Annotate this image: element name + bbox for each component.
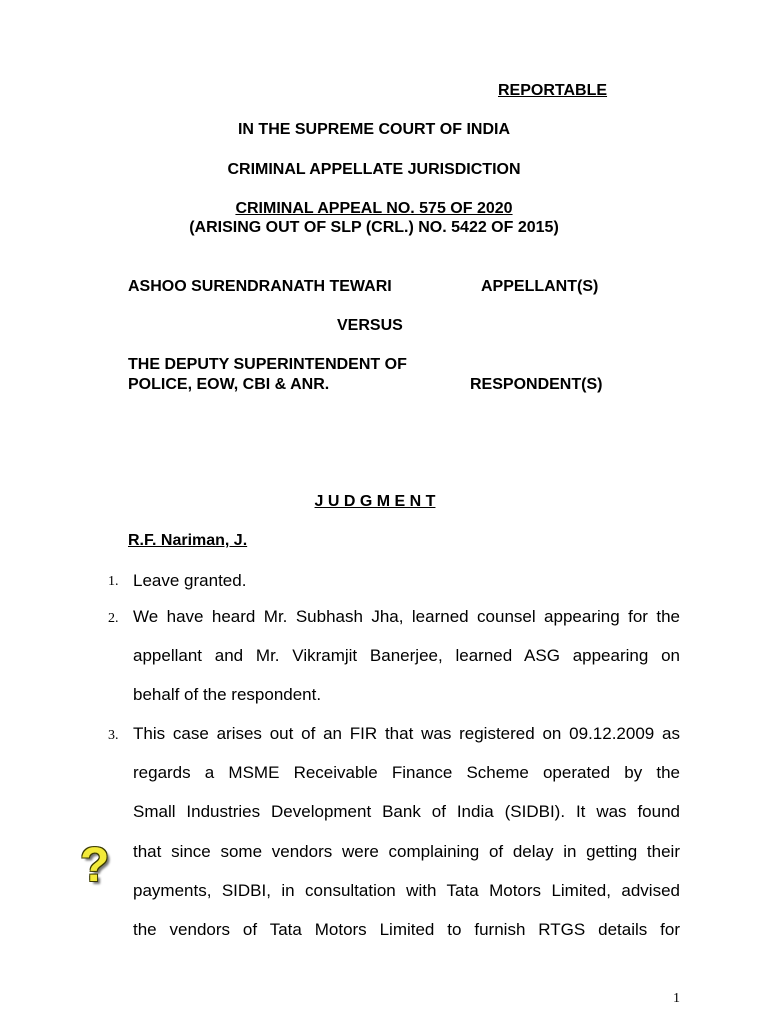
appeal-number: CRIMINAL APPEAL NO. 575 OF 2020 xyxy=(235,200,513,217)
respondent-label: RESPONDENT(S) xyxy=(470,376,603,393)
paragraph-number: 1. xyxy=(108,574,119,589)
paragraph-number: 3. xyxy=(108,728,119,743)
court-name: IN THE SUPREME COURT OF INDIA xyxy=(237,121,510,138)
reportable-label: REPORTABLE xyxy=(498,82,608,99)
paragraph-line: This case arises out of an FIR that was registered on 09.12.2009 as xyxy=(133,724,680,743)
paragraph-line: regards a MSME Receivable Finance Scheme operated by the xyxy=(133,763,680,782)
respondent-name-line2: POLICE, EOW, CBI & ANR. xyxy=(128,376,330,393)
paragraph-line: appellant and Mr. Vikramjit Banerjee, learned ASG appearing on xyxy=(133,646,680,665)
paragraph-line: Small Industries Development Bank of India (SIDBI). It was found xyxy=(133,802,680,821)
versus-label: VERSUS xyxy=(337,317,403,334)
appellant-name: ASHOO SURENDRANATH TEWARI xyxy=(128,278,392,295)
appellant-label: APPELLANT(S) xyxy=(481,278,599,295)
paragraph-line: We have heard Mr. Subhash Jha, learned counsel appearing for the xyxy=(133,607,680,626)
paragraph-line: that since some vendors were complaining of delay in getting their xyxy=(133,842,680,861)
paragraph-line: behalf of the respondent. xyxy=(133,685,322,704)
help-question-icon[interactable]: ? xyxy=(80,839,110,892)
paragraph-line: Leave granted. xyxy=(133,571,247,590)
paragraph-line: payments, SIDBI, in consultation with Tata Motors Limited, advised xyxy=(133,881,680,900)
paragraph-number: 2. xyxy=(108,611,119,626)
arising-out-of: (ARISING OUT OF SLP (CRL.) NO. 5422 OF 2015) xyxy=(189,219,559,236)
paragraph-line: the vendors of Tata Motors Limited to furnish RTGS details for xyxy=(133,920,680,939)
page-number: 1 xyxy=(673,991,680,1006)
jurisdiction: CRIMINAL APPELLATE JURISDICTION xyxy=(227,161,521,178)
respondent-name-line1: THE DEPUTY SUPERINTENDENT OF xyxy=(128,356,407,373)
judgment-heading: J U D G M E N T xyxy=(314,493,436,510)
judge-name: R.F. Nariman, J. xyxy=(128,532,248,549)
